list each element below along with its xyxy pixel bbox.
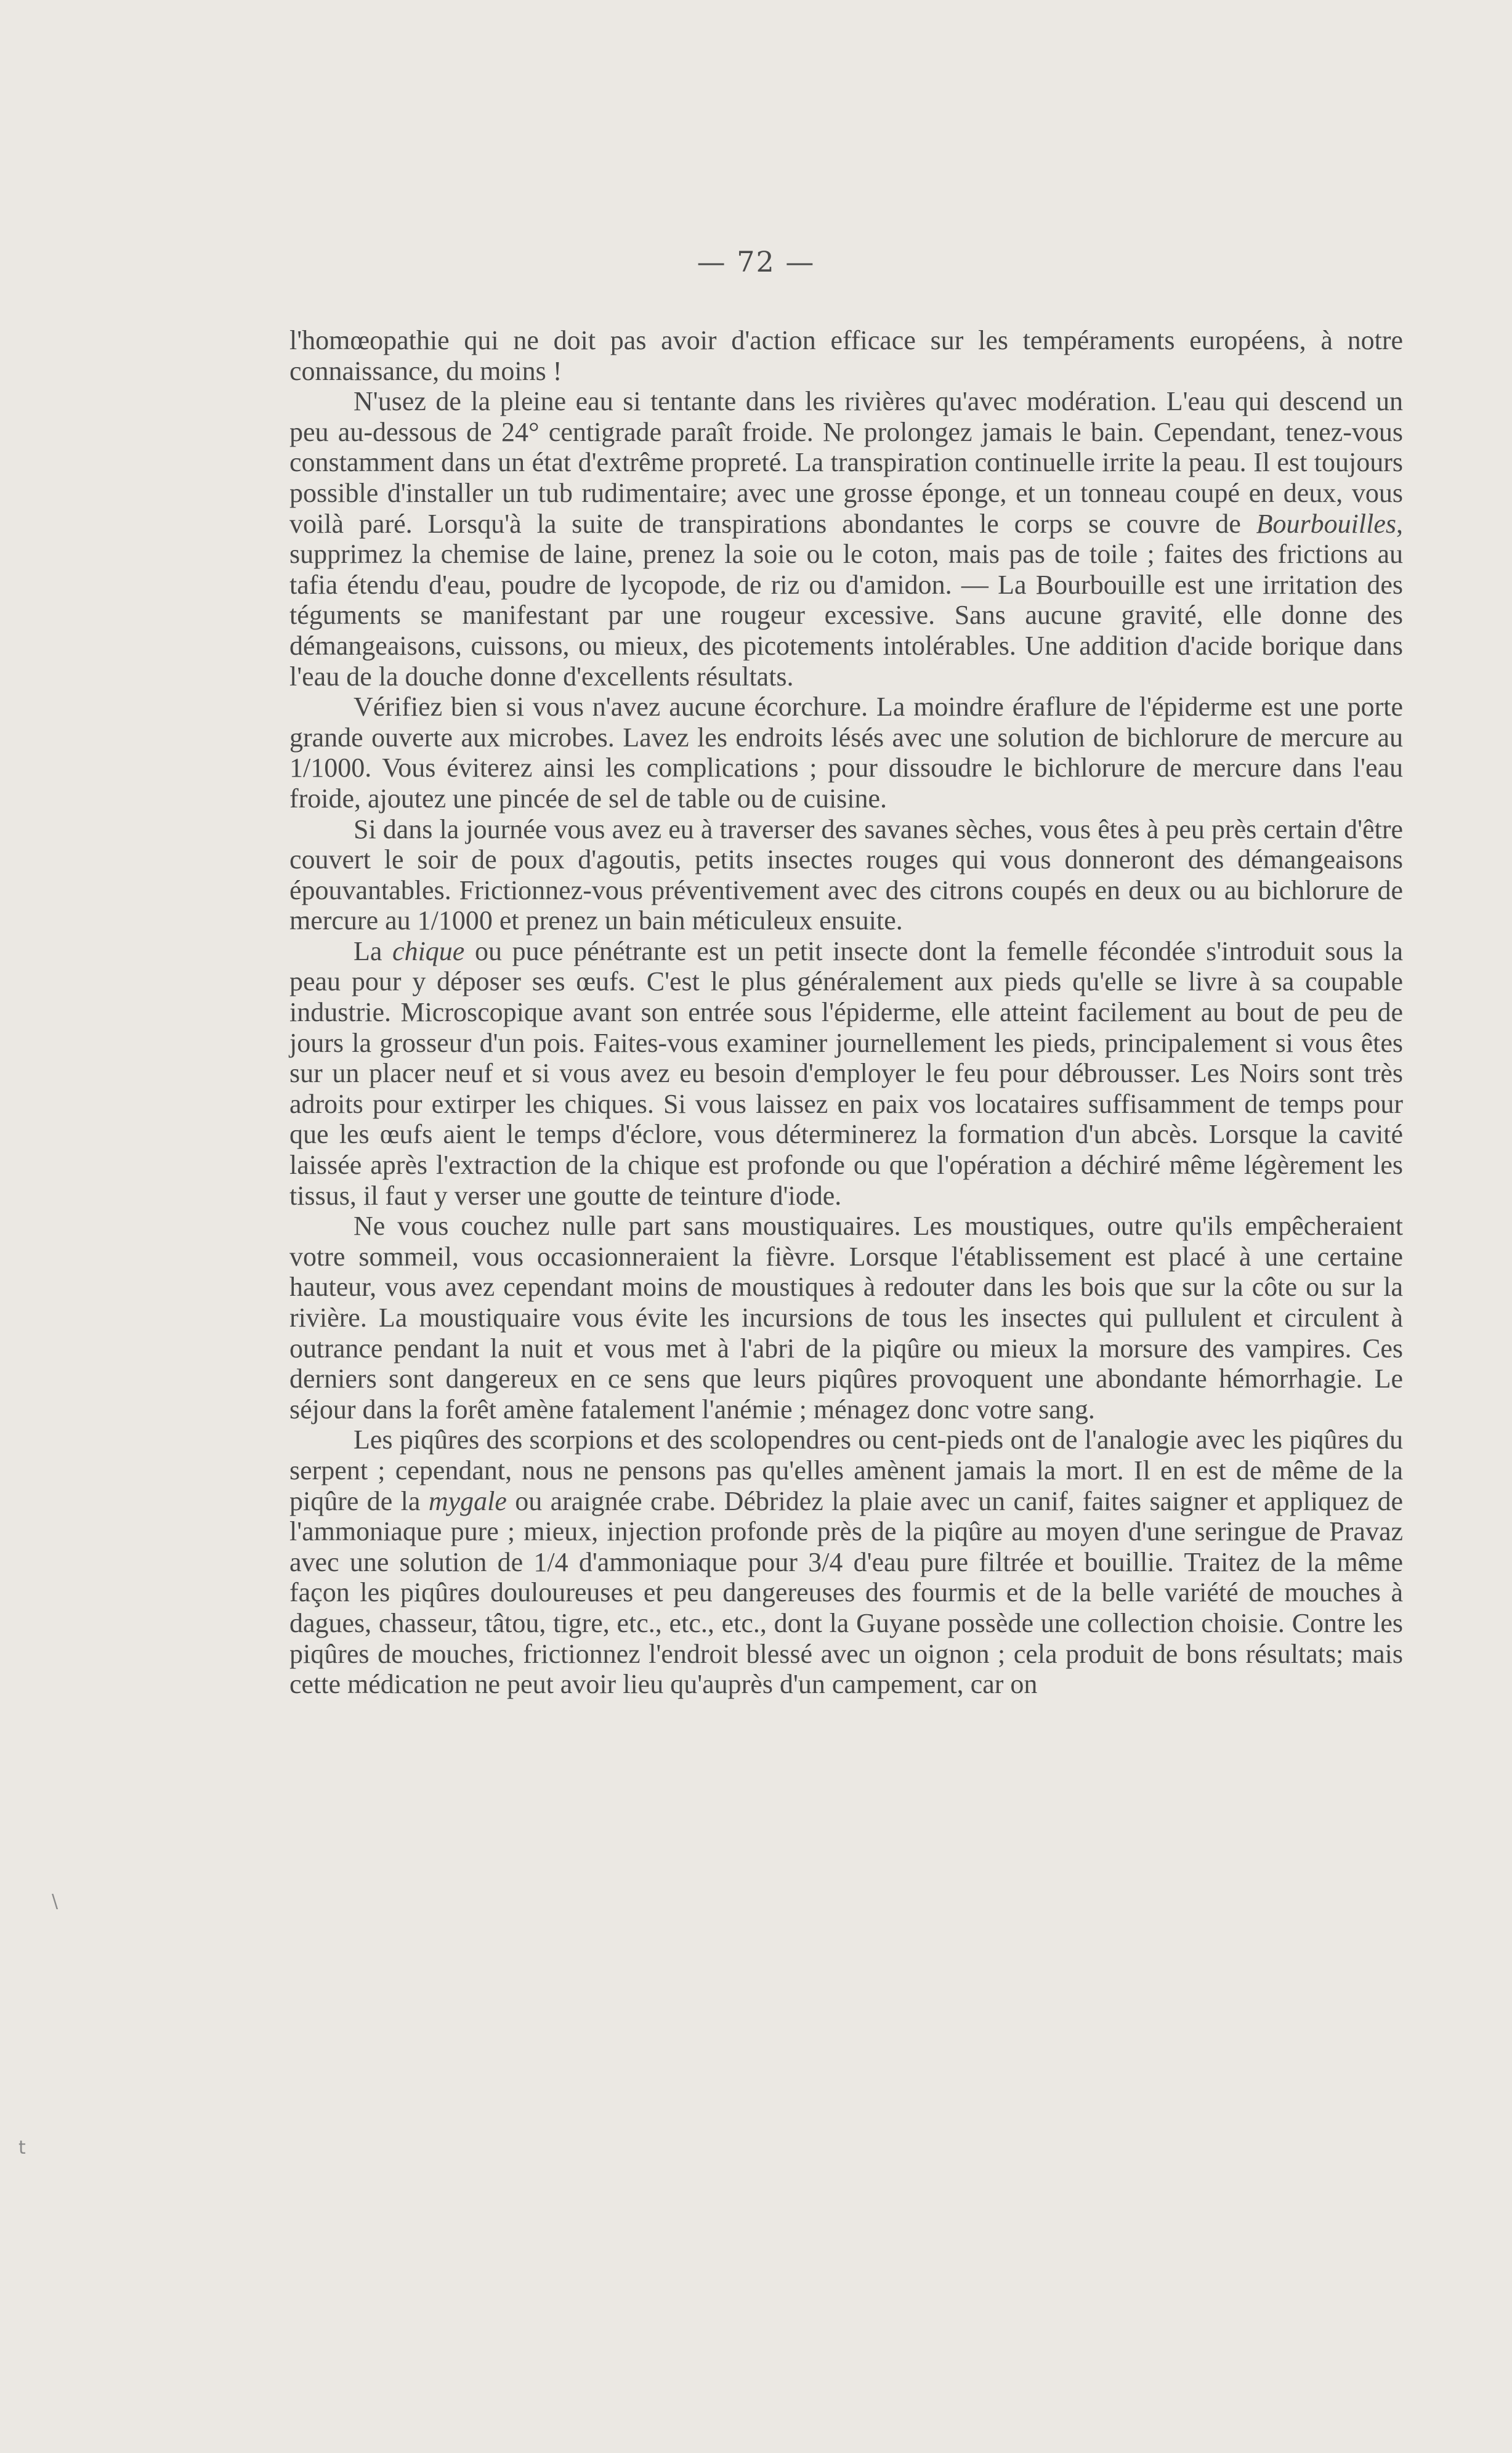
text-segment: N'usez de la pleine eau si tentante dans les rivières qu'avec modération. L'eau qui descend un peu au-dessous de 24° centigrade paraît froide. Ne prolongez jamais le bain. Cependant, tenez-vous constamment dans un état d'extrême propreté. La transpiration continuelle irrite la peau. Il est toujours possible d'installer un tub rudimentaire; avec une grosse éponge, et un tonneau coupé en deux, vous voilà paré. Lorsqu'à la suite de transpirations abondantes le corps se couvre de (289, 386, 1403, 539)
paragraph (289, 325, 1403, 386)
margin-mark: \ (52, 1891, 59, 1912)
text-segment: ou puce pénétrante est un petit insecte dont la femelle fécondée s'introduit sous la peau pour y déposer ses œufs. C'est le plus généralement aux pieds qu'elle se livre à sa coupable industrie. Microscopique avant son entrée sous l'épiderme, elle atteint facilement au bout de peu de jours la grosseur d'un pois. Faites-vous examiner journellement les pieds, principalement si vous êtes sur un placer neuf et si vous avez eu besoin d'employer le feu pour débrousser. Les Noirs sont très adroits pour extirper les chiques. Si vous laissez en paix vos locataires suffisamment de temps pour que les œufs aient le temps d'éclore, vous déterminerez la formation d'un abcès. Lorsque la cavité laissée après l'extraction de la chique est profonde ou que l'opération a déchiré même légèrement les tissus, il faut y verser une goutte de teinture d'iode. (289, 936, 1404, 1211)
text-segment: l'homœopathie qui ne doit pas avoir d'action efficace sur les tempéraments européens, à notre connaissance, du moins ! (289, 325, 1403, 386)
body-text (289, 325, 1403, 1700)
paragraph (289, 936, 1403, 1211)
text-segment: Vérifiez bien si vous n'avez aucune écorchure. La moindre éraflure de l'épiderme est une porte grande ouverte aux microbes. Lavez les endroits lésés avec une solution de bichlorure de mercure au 1/1000. Vous éviterez ainsi les complications ; pour dissoudre le bichlorure de mercure dans l'eau froide, ajoutez une pincée de sel de table ou de cuisine. (289, 692, 1403, 814)
text-segment: Ne vous couchez nulle part sans moustiquaires. Les moustiques, outre qu'ils empêcheraient votre sommeil, vous occasionneraient la fièvre. Lorsque l'établissement est placé à une certaine hauteur, vous avez cependant moins de moustiques à redouter dans les bois que sur la côte ou sur la rivière. La moustiquaire vous évite les incursions de tous les insectes qui pullulent et circulent à outrance pendant la nuit et vous met à l'abri de la piqûre ou mieux la morsure des vampires. Ces derniers sont dangereux en ce sens que leurs piqûres provoquent une abondante hémorrhagie. Le séjour dans la forêt amène fatalement l'anémie ; ménagez donc votre sang. (289, 1211, 1403, 1425)
text-segment: , supprimez la chemise de laine, prenez la soie ou le coton, mais pas de toile ; faites des frictions au tafia étendu d'eau, poudre de lycopode, de riz ou d'amidon. — La Bourbouille est une irritation des téguments se manifestant par une rougeur excessive. Sans aucune gravité, elle donne des démangeaisons, cuissons, ou mieux, des picotements intolérables. Une addition d'acide borique dans l'eau de la douche donne d'excellents résultats. (289, 508, 1403, 692)
text-segment: Les piqûres des scorpions et des scolopendres ou cent-pieds ont de l'analogie avec les piqûres du serpent ; cependant, nous ne pensons pas qu'elles amènent jamais la mort. Il en est de même de la piqûre de la (289, 1425, 1403, 1516)
paragraph (289, 1425, 1403, 1699)
paragraph (289, 1211, 1403, 1425)
page-number: — 72 — (697, 245, 815, 278)
italic-term: Bourbouilles (1256, 508, 1396, 539)
text-segment: La (354, 936, 393, 966)
margin-mark: t (18, 2137, 26, 2159)
text-segment: ou araignée crabe. Débridez la plaie avec un canif, faites saigner et appliquez de l'ammoniaque pure ; mieux, injection profonde près de la piqûre au moyen d'une seringue de Pravaz avec une solution de 1/4 d'ammoniaque pour 3/4 d'eau pure filtrée et bouillie. Traitez de la même façon les piqûres douloureuses et peu dangereuses des fourmis et de la belle variété de mouches à dagues, chasseur, tâtou, tigre, etc., etc., etc., dont la Guyane possède une collection choisie. Contre les piqûres de mouches, frictionnez l'endroit blessé avec un oignon ; cela produit de bons résultats; mais cette médication ne peut avoir lieu qu'auprès d'un campement, car on (289, 1485, 1403, 1700)
paragraph (289, 386, 1403, 692)
text-segment: Si dans la journée vous avez eu à traverser des savanes sèches, vous êtes à peu près certain d'être couvert le soir de poux d'agoutis, petits insectes rouges qui vous donneront des démangeaisons épouvantables. Frictionnez-vous préventivement avec des citrons coupés en deux ou au bichlorure de mercure au 1/1000 et prenez un bain méticuleux ensuite. (289, 814, 1403, 936)
italic-term: chique (392, 936, 465, 966)
paragraph (289, 692, 1403, 814)
paragraph (289, 814, 1403, 936)
italic-term: mygale (428, 1485, 507, 1516)
